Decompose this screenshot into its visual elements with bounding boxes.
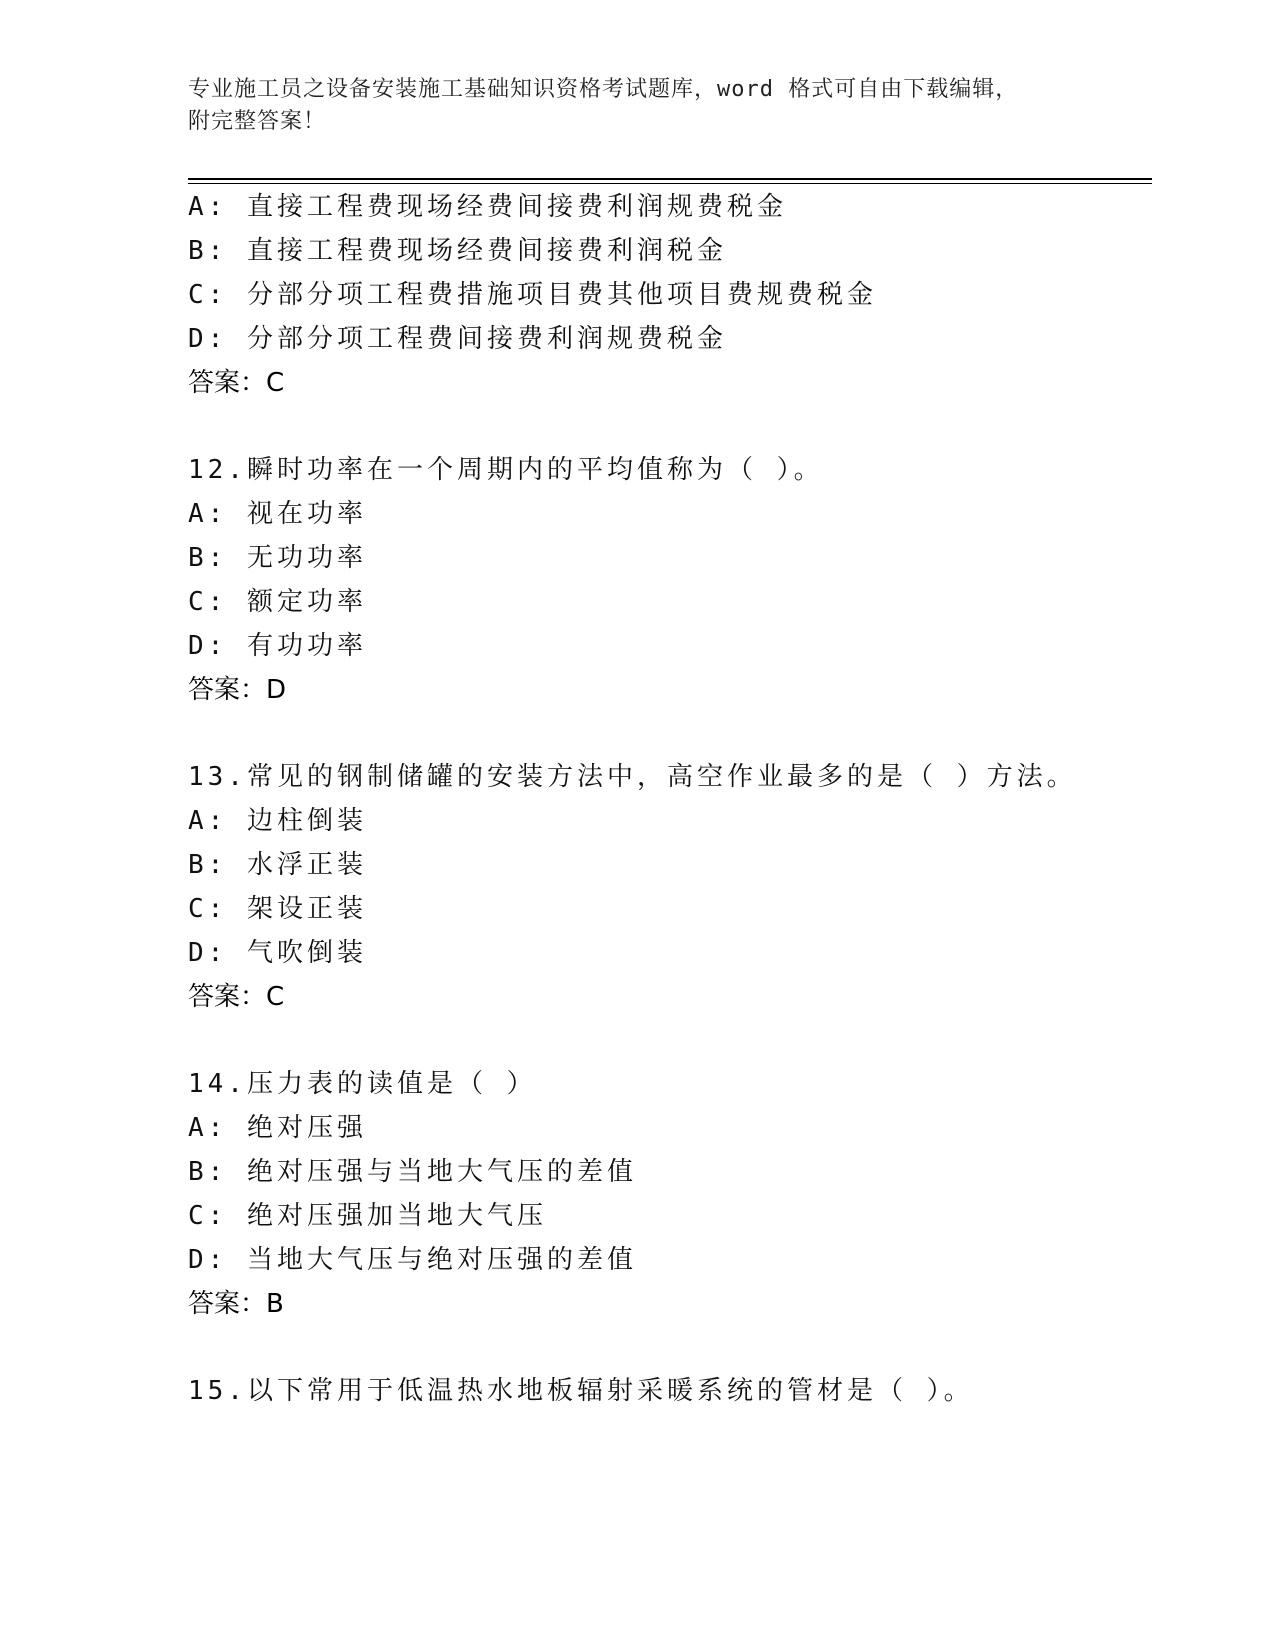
q13-option-a: A: 边柱倒装 bbox=[188, 806, 367, 836]
q11-option-d: D: 分部分项工程费间接费利润规费税金 bbox=[188, 324, 727, 354]
q13-option-c: C: 架设正装 bbox=[188, 894, 367, 924]
header-line-1: 专业施工员之设备安装施工基础知识资格考试题库，word 格式可自由下载编辑， bbox=[188, 77, 1019, 102]
q11-answer: 答案：C bbox=[188, 368, 285, 398]
q14-option-c: C: 绝对压强加当地大气压 bbox=[188, 1201, 547, 1231]
q13-question: 13.常见的钢制储罐的安装方法中，高空作业最多的是（ ）方法。 bbox=[188, 762, 1077, 792]
header-line-2: 附完整答案！ bbox=[188, 109, 327, 134]
q12-question: 12.瞬时功率在一个周期内的平均值称为（ ）。 bbox=[188, 455, 824, 485]
document-header bbox=[188, 74, 1068, 138]
q14-answer: 答案：B bbox=[188, 1289, 284, 1319]
q11-option-a: A: 直接工程费现场经费间接费利润规费税金 bbox=[188, 192, 787, 222]
q14-option-b: B: 绝对压强与当地大气压的差值 bbox=[188, 1157, 637, 1187]
q11-option-c: C: 分部分项工程费措施项目费其他项目费规费税金 bbox=[188, 280, 877, 310]
q14-option-d: D: 当地大气压与绝对压强的差值 bbox=[188, 1245, 637, 1275]
q14-option-a: A: 绝对压强 bbox=[188, 1113, 367, 1143]
q12-option-b: B: 无功功率 bbox=[188, 543, 367, 573]
header-divider-thick bbox=[188, 178, 1152, 180]
q12-answer: 答案：D bbox=[188, 675, 287, 705]
q11-option-b: B: 直接工程费现场经费间接费利润税金 bbox=[188, 236, 727, 266]
q12-option-a: A: 视在功率 bbox=[188, 499, 367, 529]
header-divider-thin bbox=[188, 183, 1152, 184]
q14-question: 14.压力表的读值是（ ） bbox=[188, 1069, 537, 1099]
q15-question: 15.以下常用于低温热水地板辐射采暖系统的管材是（ ）。 bbox=[188, 1376, 974, 1406]
q12-option-d: D: 有功功率 bbox=[188, 631, 367, 661]
q13-option-b: B: 水浮正装 bbox=[188, 850, 367, 880]
q13-option-d: D: 气吹倒装 bbox=[188, 938, 367, 968]
q12-option-c: C: 额定功率 bbox=[188, 587, 367, 617]
q13-answer: 答案：C bbox=[188, 982, 285, 1012]
